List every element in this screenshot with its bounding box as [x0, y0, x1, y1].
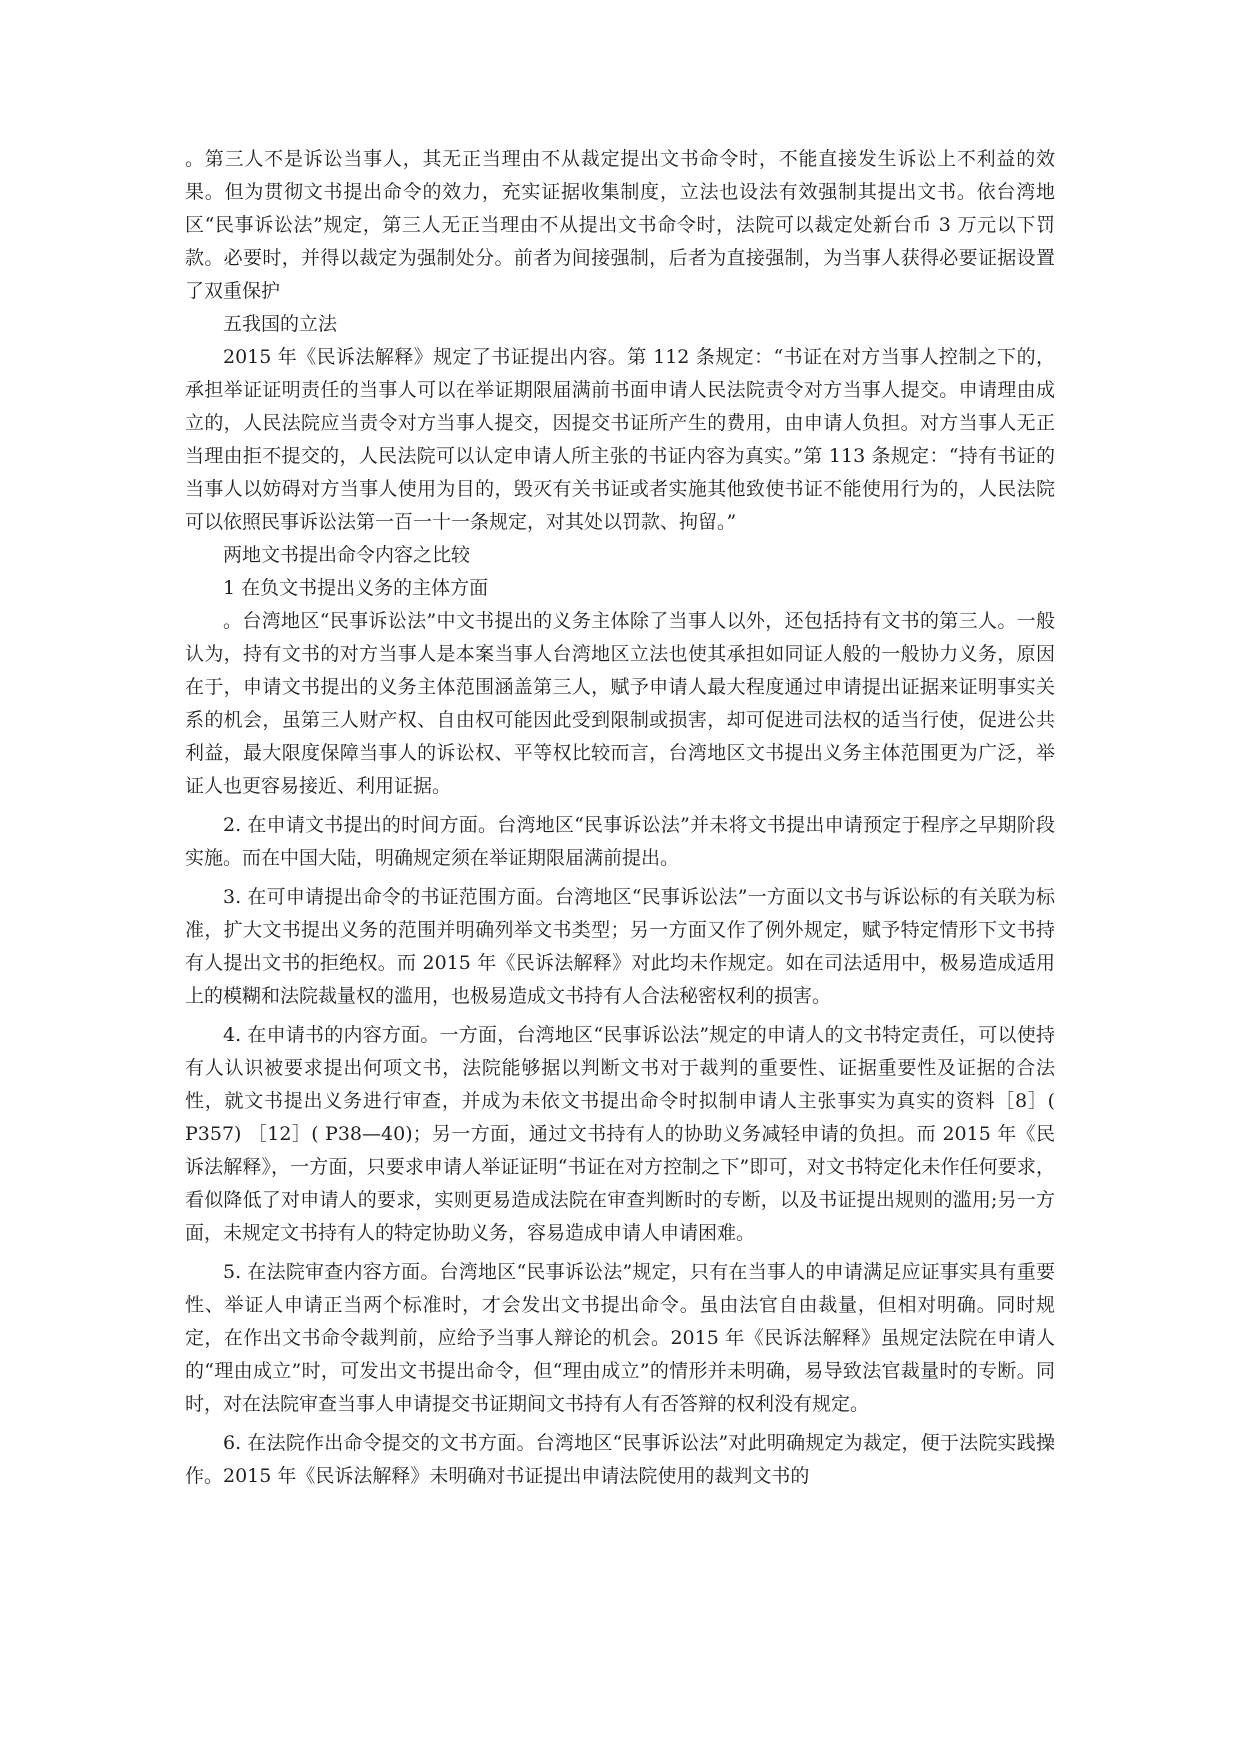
paragraph-application-content: 4. 在申请书的内容方面。一方面，台湾地区“民事诉讼法”规定的申请人的文书特定责任，可以使持有人认识被要求提出何项文书，法院能够据以判断文书对于裁判的重要性、证据重要性及证据的合法性，就文书提出义务进行审查，并成为未依文书提出命令时拟制申请人主张事实为真实的资料［8］( P357) ［12］( P38—40)；另一方面，通过文书持有人的协助义务减轻申请的负担。而 2015 年《民诉法解释》，一方面，只要求申请人举证证明“书证在对方控制之下”即可，对文书特定化未作任何要求，看似降低了对申请人的要求，实则更易造成法院在审查判断时的专断，以及书证提出规则的滥用;另一方面，未规定文书持有人的特定协助义务，容易造成申请人申请困难。: [185, 1024, 1055, 1244]
paragraph-time: 2. 在申请文书提出的时间方面。台湾地区“民事诉讼法”并未将文书提出申请预定于程序之早期阶段实施。而在中国大陆，明确规定须在举证期限届满前提出。: [185, 814, 1055, 869]
paragraph-third-party: 。第三人不是诉讼当事人，其无正当理由不从裁定提出文书命令时，不能直接发生诉讼上不利益的效果。但为贯彻文书提出命令的效力，充实证据收集制度，立法也设法有效强制其提出文书。依台湾地区“民事诉讼法”规定，第三人无正当理由不从提出文书命令时，法院可以裁定处新台币 3 万元以下罚款。必要时，并得以裁定为强制处分。前者为间接强制，后者为直接强制，为当事人获得必要证据设置了双重保护: [185, 148, 1055, 302]
paragraph-interpretation-2015: 2015 年《民诉法解释》规定了书证提出内容。第 112 条规定：“书证在对方当事人控制之下的，承担举证证明责任的当事人可以在举证期限届满前书面申请人民法院责令对方当事人提交。申请理由成立的，人民法院应当责令对方当事人提交，因提交书证所产生的费用，由申请人负担。对方当事人无正当理由拒不提交的，人民法院可以认定申请人所主张的书证内容为真实。”第 113 条规定：“持有书证的当事人以妨碍对方当事人使用为目的，毁灭有关书证或者实施其他致使书证不能使用行为的，人民法院可以依照民事诉讼法第一百一十一条规定，对其处以罚款、拘留。”: [185, 346, 1055, 533]
paragraph-court-review: 5. 在法院审查内容方面。台湾地区“民事诉讼法”规定，只有在当事人的申请满足应证事实具有重要性、举证人申请正当两个标准时，才会发出文书提出命令。虽由法官自由裁量，但相对明确。同时规定，在作出文书命令裁判前，应给予当事人辩论的机会。2015 年《民诉法解释》虽规定法院在申请人的“理由成立”时，可发出文书提出命令，但“理由成立”的情形并未明确，易导致法官裁量时的专断。同时，对在法院审查当事人申请提交书证期间文书持有人有否答辩的权利没有规定。: [185, 1261, 1055, 1415]
subheading-subject: 1 在负文书提出义务的主体方面: [223, 577, 489, 599]
section-heading-legislation: 五我国的立法: [223, 313, 338, 335]
paragraph-court-order: 6. 在法院作出命令提交的文书方面。台湾地区“民事诉讼法”对此明确规定为裁定，便于法院实践操作。2015 年《民诉法解释》未明确对书证提出申请法院使用的裁判文书的: [185, 1432, 1055, 1487]
section-heading-comparison: 两地文书提出命令内容之比较: [223, 544, 471, 566]
document-page: [185, 143, 1055, 1493]
paragraph-subject: 。台湾地区“民事诉讼法”中文书提出的义务主体除了当事人以外，还包括持有文书的第三人。一般认为，持有文书的对方当事人是本案当事人台湾地区立法也使其承担如同证人般的一般协力义务，原因在于，申请文书提出的义务主体范围涵盖第三人，赋予申请人最大程度通过申请提出证据来证明事实关系的机会，虽第三人财产权、自由权可能因此受到限制或损害，却可促进司法权的适当行使，促进公共利益，最大限度保障当事人的诉讼权、平等权比较而言，台湾地区文书提出义务主体范围更为广泛，举证人也更容易接近、利用证据。: [185, 610, 1055, 797]
paragraph-scope: 3. 在可申请提出命令的书证范围方面。台湾地区“民事诉讼法”一方面以文书与诉讼标的有关联为标准，扩大文书提出义务的范围并明确列举文书类型；另一方面又作了例外规定，赋予特定情形下文书持有人提出文书的拒绝权。而 2015 年《民诉法解释》对此均未作规定。如在司法适用中，极易造成适用上的模糊和法院裁量权的滥用，也极易造成文书持有人合法秘密权利的损害。: [185, 886, 1055, 1007]
